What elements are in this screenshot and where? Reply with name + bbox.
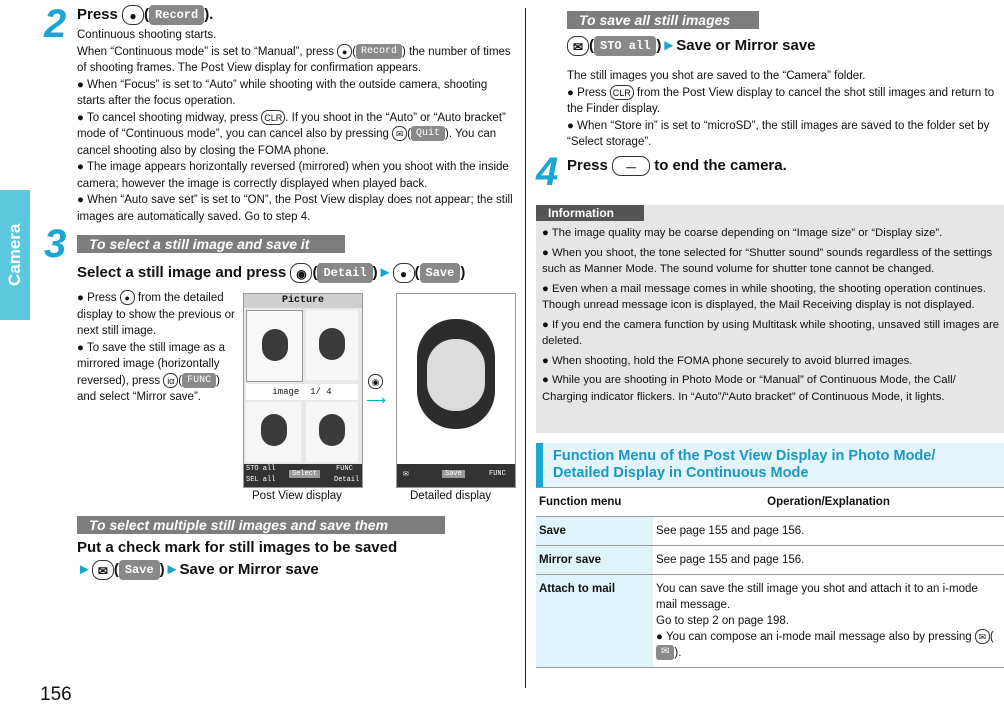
page-number: 156 bbox=[40, 684, 72, 705]
sel-all-softkey[interactable]: SEL all bbox=[246, 476, 276, 484]
detail-softkey[interactable]: Detail bbox=[334, 476, 360, 484]
step3-bullets bbox=[77, 290, 235, 406]
bullet: ● Press ● from the detailed display to show the previous or next still image. bbox=[77, 292, 235, 337]
record-softkey: Record bbox=[149, 5, 204, 25]
camera-key-icon: ◉ bbox=[368, 374, 383, 389]
func-softkey[interactable]: FUNC bbox=[489, 470, 506, 478]
side-tab-label: Camera bbox=[5, 223, 24, 287]
caption-post-view: Post View display bbox=[252, 490, 342, 502]
camera-key-icon: ◉ bbox=[290, 263, 312, 283]
screen-title: Picture bbox=[244, 294, 362, 308]
softkey-bar bbox=[397, 464, 515, 487]
thumbnail[interactable] bbox=[306, 310, 358, 380]
step2-line: When “Continuous mode” is set to “Manual”, press ● ( Record ) the number of times of shooting frames. The Post View display for confirmation appears. bbox=[77, 45, 511, 74]
step-number: 2 bbox=[44, 2, 67, 46]
func-softkey[interactable]: FUNC bbox=[336, 465, 353, 473]
bullet: ● When “Store in” is set to “microSD”, the still images are saved to the folder set by “Select storage”. bbox=[567, 119, 990, 148]
step2-line: Continuous shooting starts. bbox=[77, 29, 217, 41]
center-key-icon: ● bbox=[122, 5, 144, 25]
center-key-icon: ● bbox=[393, 263, 415, 283]
mail-key-icon: ✉ bbox=[92, 560, 114, 580]
step3-heading-b: Put a check mark for still images to be saved ► ✉ ( Save )►Save or Mirror save bbox=[77, 539, 398, 579]
post-view-screen bbox=[243, 293, 363, 488]
mail-key-icon: ✉ bbox=[975, 629, 990, 644]
thumbnail-selected[interactable] bbox=[246, 310, 303, 382]
end-key-icon: ⏤ bbox=[612, 156, 650, 176]
table-row: Save See page 155 and page 156. bbox=[536, 517, 1004, 546]
bullet: ● The image appears horizontally reversed (mirrored) when you shoot with the inside camera; however the image is correctly displayed when played back. bbox=[77, 161, 509, 190]
save-softkey[interactable]: Save bbox=[442, 470, 465, 478]
step2-heading: Press ● ( Record ). bbox=[77, 5, 214, 23]
detailed-screen bbox=[396, 293, 516, 488]
step2-press: Press bbox=[77, 5, 118, 23]
bullet: ● To save the still image as a mirrored image (horizontally reversed), press iα ( FUNC ) and select “Mirror save”. bbox=[77, 341, 226, 403]
bullet: ● To cancel shooting midway, press CLR . If you shoot in the “Auto” or “Auto bracket” mode of “Continuous mode”, you can cancel also by pressing ✉ ( Quit ). You can cancel shooting also by closing the FOMA phone. bbox=[77, 111, 506, 157]
thumbnail[interactable] bbox=[246, 402, 301, 462]
side-tab bbox=[0, 190, 30, 320]
arrow-right-icon: ⟶ bbox=[366, 392, 387, 408]
center-key-icon: ● bbox=[120, 290, 135, 305]
mail-icon[interactable]: ✉ bbox=[403, 471, 409, 479]
select-softkey[interactable]: Select bbox=[289, 470, 320, 478]
info-item: ● When you shoot, the tone selected for “Shutter sound” sounds regardless of the settings such as Manner Mode. The sound volume for shutter tone cannot be changed. bbox=[542, 246, 993, 275]
mail-key-icon: ✉ bbox=[392, 126, 407, 141]
caption-detailed: Detailed display bbox=[410, 490, 492, 502]
information-title: Information bbox=[536, 205, 644, 221]
step-number: 4 bbox=[536, 150, 559, 194]
clr-key-icon: CLR bbox=[261, 110, 285, 125]
table-header bbox=[536, 488, 1004, 517]
bullet: ● When “Auto save set” is set to “ON”, the Post View display does not appear; the still images are automatically saved. Go to step 4. bbox=[77, 194, 513, 223]
center-key-icon: ● bbox=[337, 44, 352, 59]
step4-heading: Press ⏤ to end the camera. bbox=[567, 156, 787, 174]
col-header: Operation/Explanation bbox=[653, 488, 1004, 517]
mail-key-icon: ✉ bbox=[567, 36, 589, 56]
info-item: ● While you are shooting in Photo Mode or “Manual” of Continuous Mode, the Call/ Charging indicator flickers. In “Auto”/“Auto bracket” of Continuous Mode, it lights. bbox=[542, 374, 956, 403]
clr-key-icon: CLR bbox=[610, 85, 634, 100]
step2-body bbox=[77, 27, 513, 225]
column-divider bbox=[525, 8, 526, 688]
table-row: Attach to mail You can save the still image you shot and attach it to an i-mode mail message. Go to step 2 on page 198. ● You can compose an i-mode mail message also by pressing ✉ (✉ ). bbox=[536, 575, 1004, 668]
thumbnail[interactable] bbox=[306, 402, 358, 462]
section-bar: To save all still images bbox=[567, 11, 759, 29]
info-item: ● If you end the camera function by using Multitask while shooting, unsaved still images are deleted. bbox=[542, 318, 1000, 347]
info-item: ● When shooting, hold the FOMA phone securely to avoid blurred images. bbox=[542, 354, 913, 367]
info-item: ● Even when a mail message comes in while shooting, the shooting operation continues. Though unread message icon is displayed, the Mail Receiving display is not displayed. bbox=[542, 282, 986, 311]
softkey-bar bbox=[244, 464, 362, 487]
sto-all-softkey[interactable]: STO all bbox=[246, 465, 276, 473]
bullet: ● Press CLR from the Post View display to cancel the shot still images and return to the Finder display. bbox=[567, 86, 995, 115]
right-body: The still images you shot are saved to the “Camera” folder. ● Press CLR from the Post View display to cancel the shot still images and return to the Finder display. ● When “Store in” is set to “microSD”, the still images are saved to the folder set by “Select storage”. bbox=[567, 68, 1003, 151]
col-header: Function menu bbox=[536, 488, 653, 517]
function-menu-title: Function Menu of the Post View Display in Photo Mode/ Detailed Display in Continuous Mode bbox=[536, 443, 1004, 487]
information-list bbox=[536, 221, 1004, 405]
function-menu-table bbox=[536, 487, 1004, 668]
section-bar: To select a still image and save it bbox=[77, 235, 345, 253]
information-box bbox=[536, 205, 1004, 433]
photo-face-inner bbox=[427, 339, 485, 411]
section-bar: To select multiple still images and save them bbox=[77, 516, 445, 534]
step-number: 3 bbox=[44, 222, 67, 266]
bullet: ● When “Focus” is set to “Auto” while shooting with the outside camera, shooting starts after the focus operation. bbox=[77, 78, 488, 107]
iappli-key-icon: iα bbox=[163, 373, 178, 388]
mail-softkey-icon: ✉ bbox=[656, 645, 674, 660]
image-counter: image 1/ 4 bbox=[246, 384, 358, 400]
right-heading: ✉ ( STO all )►Save or Mirror save bbox=[567, 36, 816, 56]
table-row: Mirror save See page 155 and page 156. bbox=[536, 546, 1004, 575]
info-item: ● The image quality may be coarse depending on “Image size” or “Display size”. bbox=[542, 227, 943, 239]
step3-heading: Select a still image and press ◉ ( Detail )► ● ( Save ) bbox=[77, 263, 466, 281]
